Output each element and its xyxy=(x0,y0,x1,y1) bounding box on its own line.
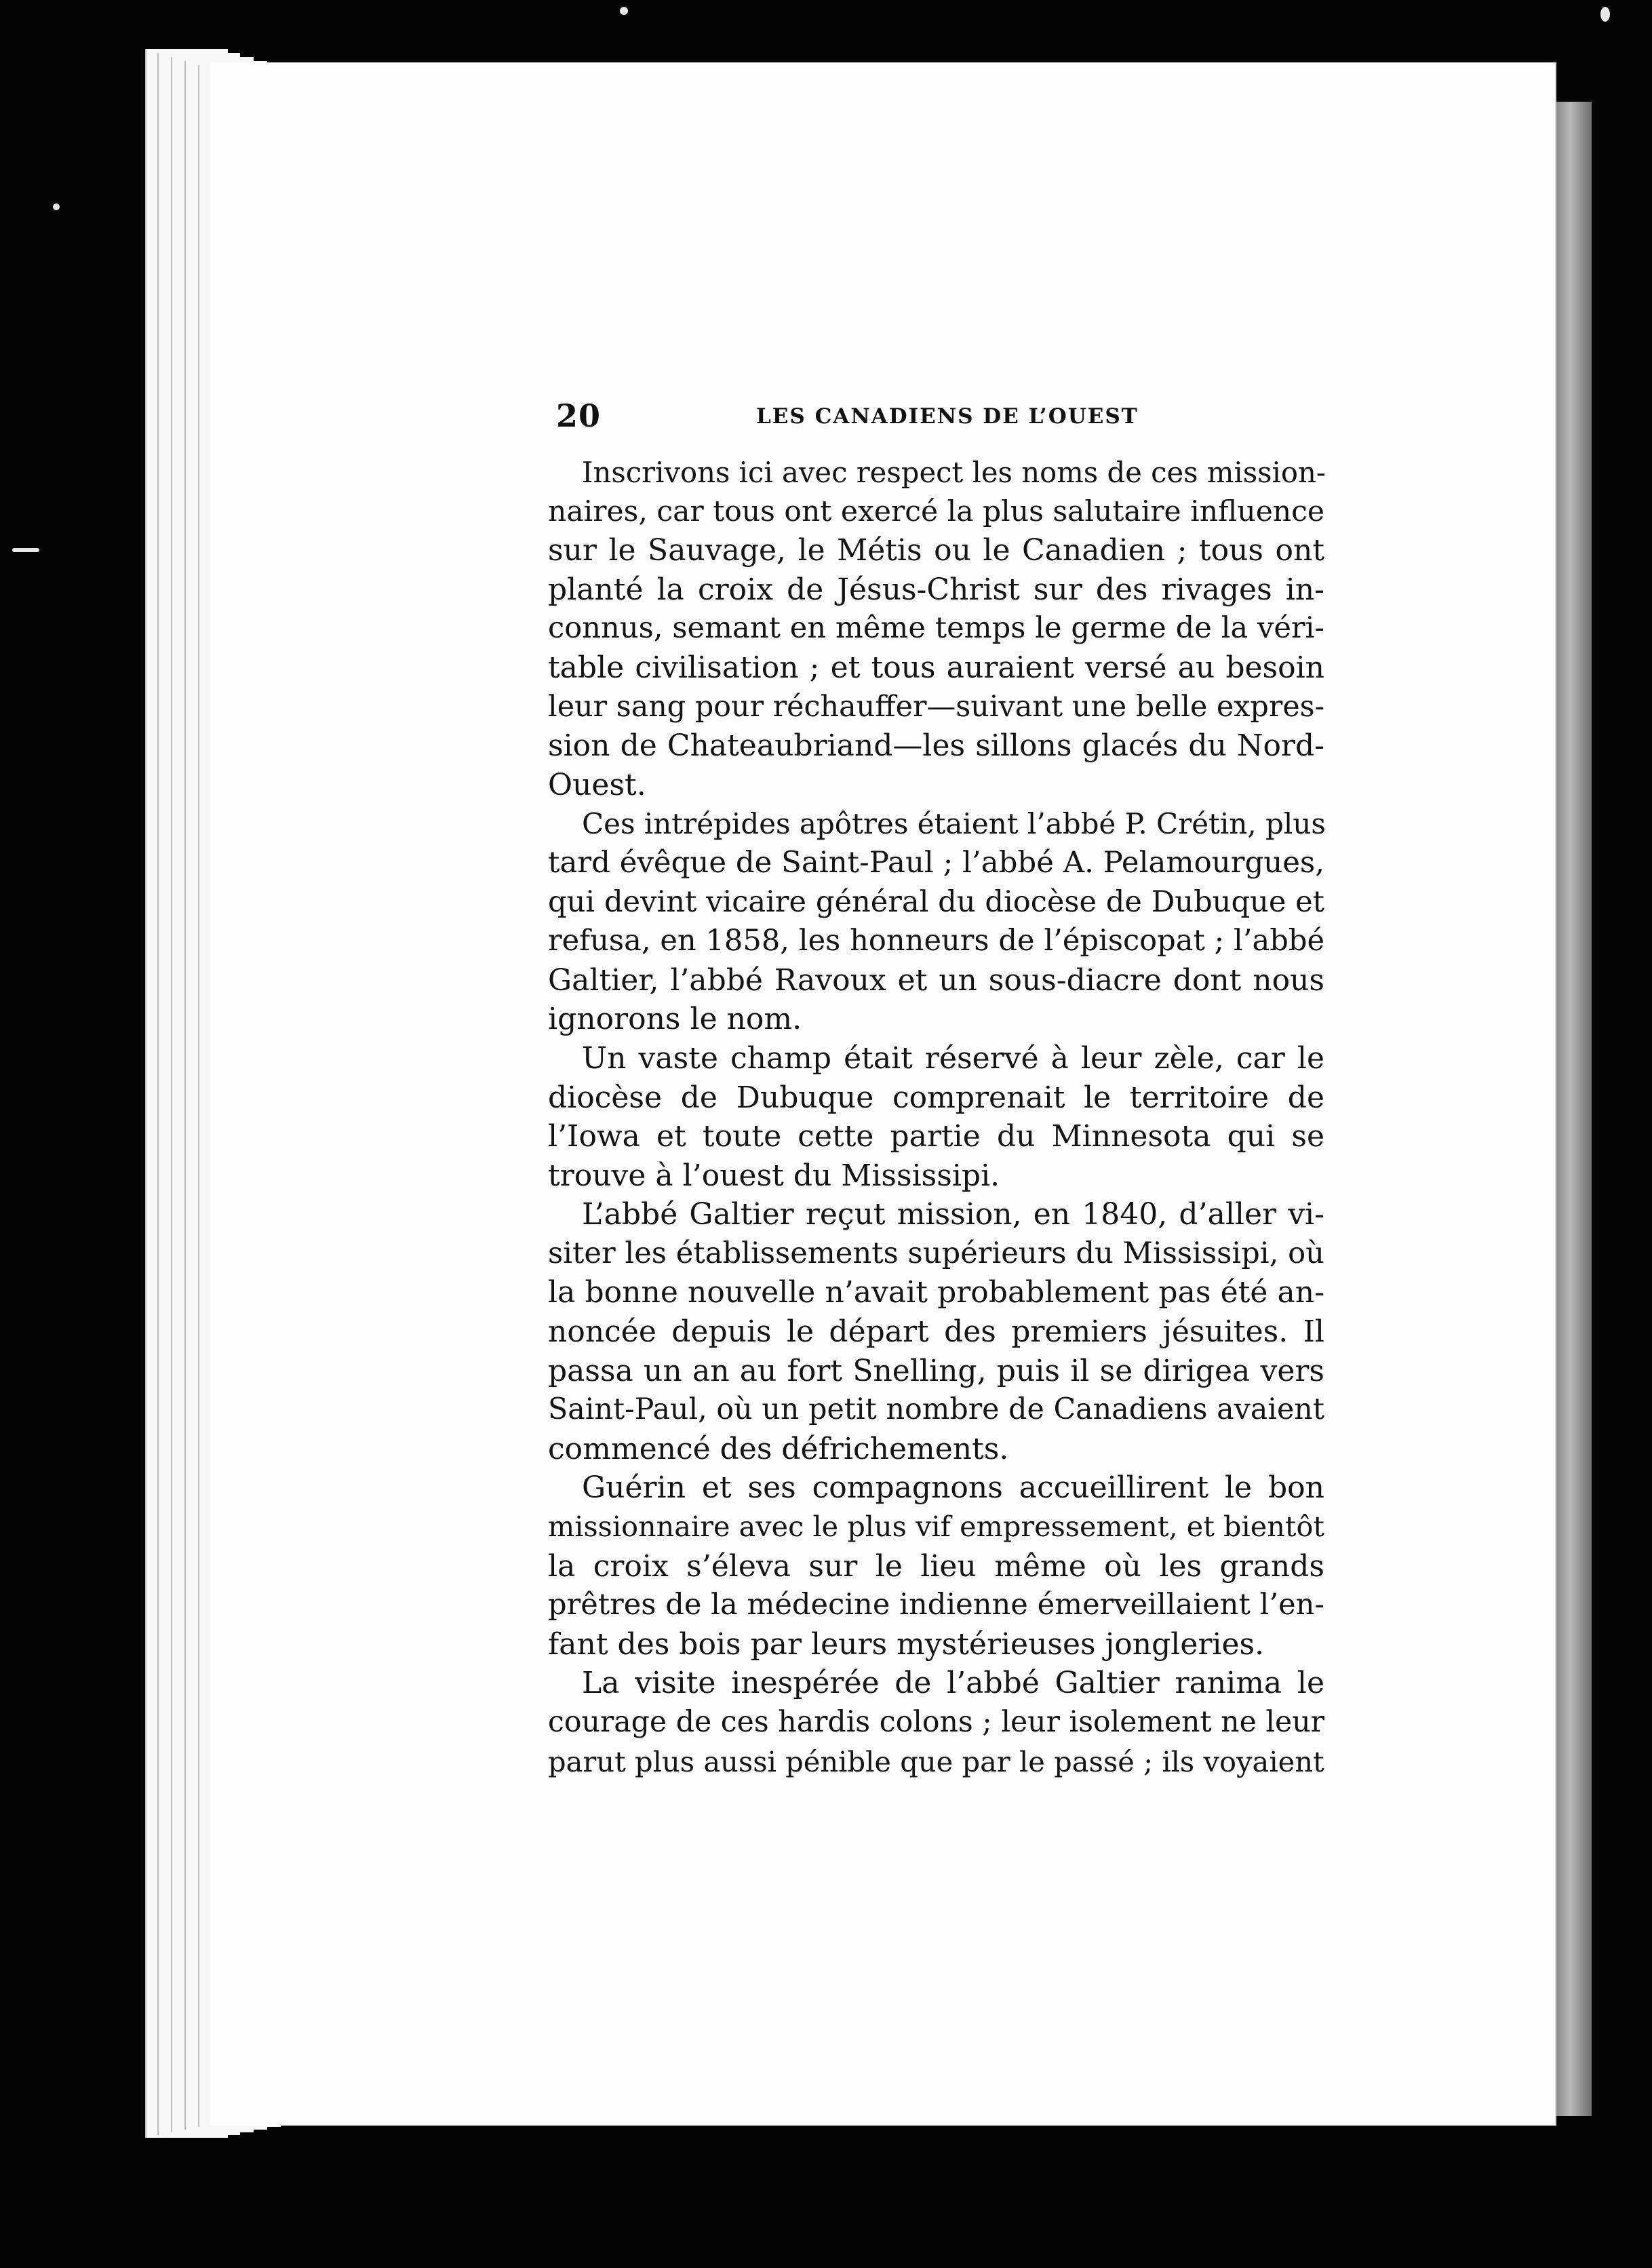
text-line: Galtier, l’abbé Ravoux et un sous-diacre dont nous xyxy=(548,962,1324,998)
scan-speck xyxy=(53,203,60,210)
paragraph xyxy=(548,804,1324,1039)
text-line: planté la croix de Jésus-Christ sur des rivages in- xyxy=(548,572,1324,607)
text-line: prêtres de la médecine indienne émerveillaient l’en- xyxy=(548,1588,1324,1622)
text-line: siter les établissements supérieurs du Mississipi, où xyxy=(548,1236,1324,1270)
text-line: fant des bois par leurs mystérieuses jongleries. xyxy=(548,1626,1265,1662)
text-line: sur le Sauvage, le Métis ou le Canadien ; tous ont xyxy=(548,533,1324,568)
scan-speck xyxy=(12,548,39,552)
text-line: Ces intrépides apôtres étaient l’abbé P. Crétin, plus xyxy=(582,807,1326,841)
page-number: 20 xyxy=(556,397,602,434)
text-line: table civilisation ; et tous auraient versé au besoin xyxy=(548,650,1324,685)
paragraph xyxy=(548,1195,1324,1468)
text-line: connus, semant en même temps le germe de la véri- xyxy=(548,611,1324,646)
text-line: la croix s’éleva sur le lieu même où les grands xyxy=(548,1548,1324,1584)
text-line: courage de ces hardis colons ; leur isolement ne leur xyxy=(548,1705,1324,1739)
text-line: refusa, en 1858, les honneurs de l’épiscopat ; l’abbé xyxy=(548,924,1324,958)
text-line: Saint-Paul, où un petit nombre de Canadiens avaient xyxy=(548,1392,1324,1427)
text-line: passa un an au fort Snelling, puis il se dirigea vers xyxy=(548,1353,1324,1388)
text-line: Inscrivons ici avec respect les noms de ces mission- xyxy=(582,456,1326,489)
text-line: Ouest. xyxy=(548,767,646,802)
text-line: diocèse de Dubuque comprenait le territoire de xyxy=(548,1080,1324,1115)
page-gutter-shadow xyxy=(1556,102,1592,2116)
paragraph xyxy=(548,1664,1324,1781)
text-line: Un vaste champ était réservé à leur zèle, car le xyxy=(582,1040,1324,1076)
running-header xyxy=(556,397,1350,438)
text-line: naires, car tous ont exercé la plus salutaire influence xyxy=(548,494,1325,528)
scan-speck xyxy=(1600,7,1610,22)
text-line: ignorons le nom. xyxy=(548,1002,802,1037)
text-line: sion de Chateaubriand—les sillons glacés du Nord- xyxy=(548,728,1324,764)
text-line: l’Iowa et toute cette partie du Minnesota qui se xyxy=(548,1119,1324,1154)
paragraph xyxy=(548,453,1324,804)
paragraph xyxy=(548,1039,1324,1195)
text-line: trouve à l’ouest du Mississipi. xyxy=(548,1158,1000,1193)
text-line: la bonne nouvelle n’avait probablement pas été an- xyxy=(548,1275,1324,1310)
body-text xyxy=(548,453,1324,1781)
text-line: L’abbé Galtier reçut mission, en 1840, d’aller vi- xyxy=(582,1197,1324,1232)
paragraph xyxy=(548,1468,1324,1664)
text-line: parut plus aussi pénible que par le passé ; ils voyaient xyxy=(548,1744,1324,1778)
scan-speck xyxy=(620,7,628,15)
text-line: Guérin et ses compagnons accueillirent le bon xyxy=(582,1470,1324,1506)
text-line: La visite inespérée de l’abbé Galtier ranima le xyxy=(582,1666,1324,1701)
running-title: LES CANADIENS DE L’OUEST xyxy=(756,404,1139,429)
text-line: qui devint vicaire général du diocèse de Dubuque et xyxy=(548,884,1324,919)
text-line: commencé des défrichements. xyxy=(548,1431,1009,1466)
text-line: noncée depuis le départ des premiers jésuites. Il xyxy=(548,1314,1324,1350)
text-line: leur sang pour réchauffer—suivant une belle expres- xyxy=(548,689,1325,724)
text-line: missionnaire avec le plus vif empressement, et bientôt xyxy=(548,1510,1324,1544)
text-line: tard évêque de Saint-Paul ; l’abbé A. Pelamourgues, xyxy=(548,845,1324,880)
